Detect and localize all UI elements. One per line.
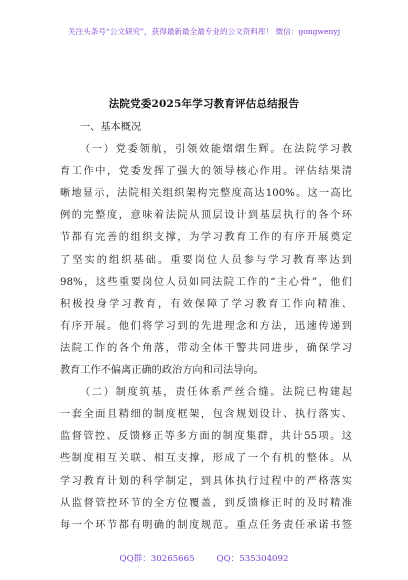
paragraph-line: 从监督管控环节的全方位覆盖，到反馈修正时的及时精准 xyxy=(60,497,352,509)
header-banner: 关注头条号“公文研究”，获得最新最全最专业的公文资料库！ 微信：gongwenyj xyxy=(67,27,341,36)
document-title: 法院党委2025年学习教育评估总结报告 xyxy=(108,98,300,110)
paragraph-line: 教育工作不偏离正确的政治方向和司法导向。 xyxy=(60,365,264,377)
paragraph-line: 积极投身学习教育，有效保障了学习教育工作向精准、 xyxy=(60,298,352,310)
footer-contact xyxy=(0,553,408,565)
paragraph-line: 了坚实的组织基础。重要岗位人员参与学习教育率达到 xyxy=(60,254,352,266)
paragraph-line: （一）党委领航，引领效能熠熠生辉。在法院学习教 xyxy=(80,144,352,156)
section-heading: 一、基本概况 xyxy=(80,122,142,133)
paragraph-line: 育工作中，党委发挥了强大的领导核心作用。评估结果清 xyxy=(60,166,352,178)
paragraph-line: 晰地显示，法院相关组织架构完整度高达100%。这一高比 xyxy=(60,188,352,200)
paragraph-line: （二）制度筑基，责任体系严丝合缝。法院已构建起 xyxy=(80,387,352,399)
document-body xyxy=(60,117,352,537)
paragraph-line: 些制度相互关联、相互支撑，形成了一个有机的整体。从 xyxy=(60,453,352,465)
footer-qq-group: QQ群：30265665 xyxy=(119,554,195,564)
footer-qq-number: QQ：535304092 xyxy=(216,554,289,564)
paragraph-line: 有序开展。他们将学习到的先进理念和方法，迅速传递到 xyxy=(60,320,352,332)
paragraph-line: 一套全面且精细的制度框架，包含规划设计、执行落实、 xyxy=(60,409,352,421)
paragraph-line: 学习教育计划的科学制定，到具体执行过程中的严格落实 xyxy=(60,475,352,487)
paragraph-line: 例的完整度，意味着法院从顶层设计到基层执行的各个环 xyxy=(60,210,352,222)
paragraph-line: 98%，这些重要岗位人员如同法院工作的“主心骨”，他们 xyxy=(60,276,352,288)
paragraph-line: 节都有完善的组织支撑，为学习教育工作的有序开展奠定 xyxy=(60,232,352,244)
paragraph-line: 每一个环节都有明确的制度规范。重点任务责任承诺书签 xyxy=(60,519,352,531)
paragraph-line: 监督管控、反馈修正等多方面的制度集群，共计55项。这 xyxy=(60,431,352,443)
paragraph-line: 法院工作的各个角落，带动全体干警共同进步，确保学习 xyxy=(60,342,352,354)
